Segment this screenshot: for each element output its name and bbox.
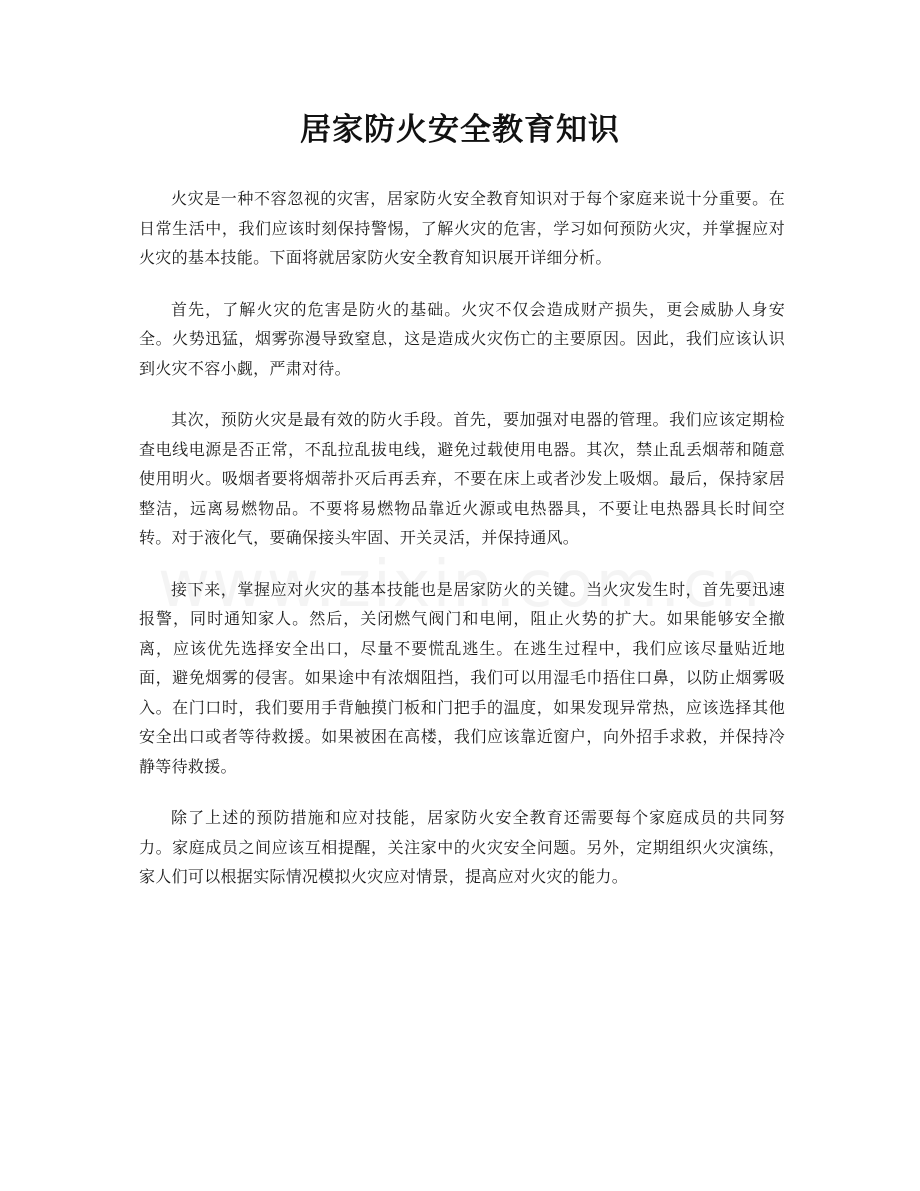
paragraph-prevention: 其次，预防火灾是最有效的防火手段。首先，要加强对电器的管理。我们应该定期检查电线电源是否正常，不乱拉乱拔电线，避免过载使用电器。其次，禁止乱丢烟蒂和随意使用明火。吸烟者要将烟蒂扑灭后再丢弃，不要在床上或者沙发上吸烟。最后，保持家居整洁，远离易燃物品。不要将易燃物品靠近火源或电热器具，不要让电热器具长时间空转。对于液化气，要确保接头牢固、开关灵活，并保持通风。 (139, 410, 785, 547)
paragraph-family-effort: 除了上述的预防措施和应对技能，居家防火安全教育还需要每个家庭成员的共同努力。家庭成员之间应该互相提醒，关注家中的火灾安全问题。另外，定期组织火灾演练，家人们可以根据实际情况模拟火灾应对情景，提高应对火灾的能力。 (139, 808, 785, 886)
document-title: 居家防火安全教育知识 (300, 112, 620, 148)
paragraph-intro: 火灾是一种不容忽视的灾害，居家防火安全教育知识对于每个家庭来说十分重要。在日常生活中，我们应该时刻保持警惕，了解火灾的危害，学习如何预防火灾，并掌握应对火灾的基本技能。下面将就居家防火安全教育知识展开详细分析。 (139, 189, 785, 267)
paragraph-hazards: 首先，了解火灾的危害是防火的基础。火灾不仅会造成财产损失，更会威胁人身安全。火势迅猛，烟雾弥漫导致窒息，这是造成火灾伤亡的主要原因。因此，我们应该认识到火灾不容小觑，严肃对待。 (139, 299, 785, 378)
paragraph-response-skills: 接下来，掌握应对火灾的基本技能也是居家防火的关键。当火灾发生时，首先要迅速报警，同时通知家人。然后，关闭燃气阀门和电闸，阻止火势的扩大。如果能够安全撤离，应该优先选择安全出口，尽量不要慌乱逃生。在逃生过程中，我们应该尽量贴近地面，避免烟雾的侵害。如果途中有浓烟阻挡，我们可以用湿毛巾捂住口鼻，以防止烟雾吸入。在门口时，我们要用手背触摸门板和门把手的温度，如果发现异常热，应该选择其他安全出口或者等待救援。如果被困在高楼，我们应该靠近窗户，向外招手求救，并保持冷静等待救援。 (139, 579, 785, 776)
document-body (139, 184, 785, 914)
